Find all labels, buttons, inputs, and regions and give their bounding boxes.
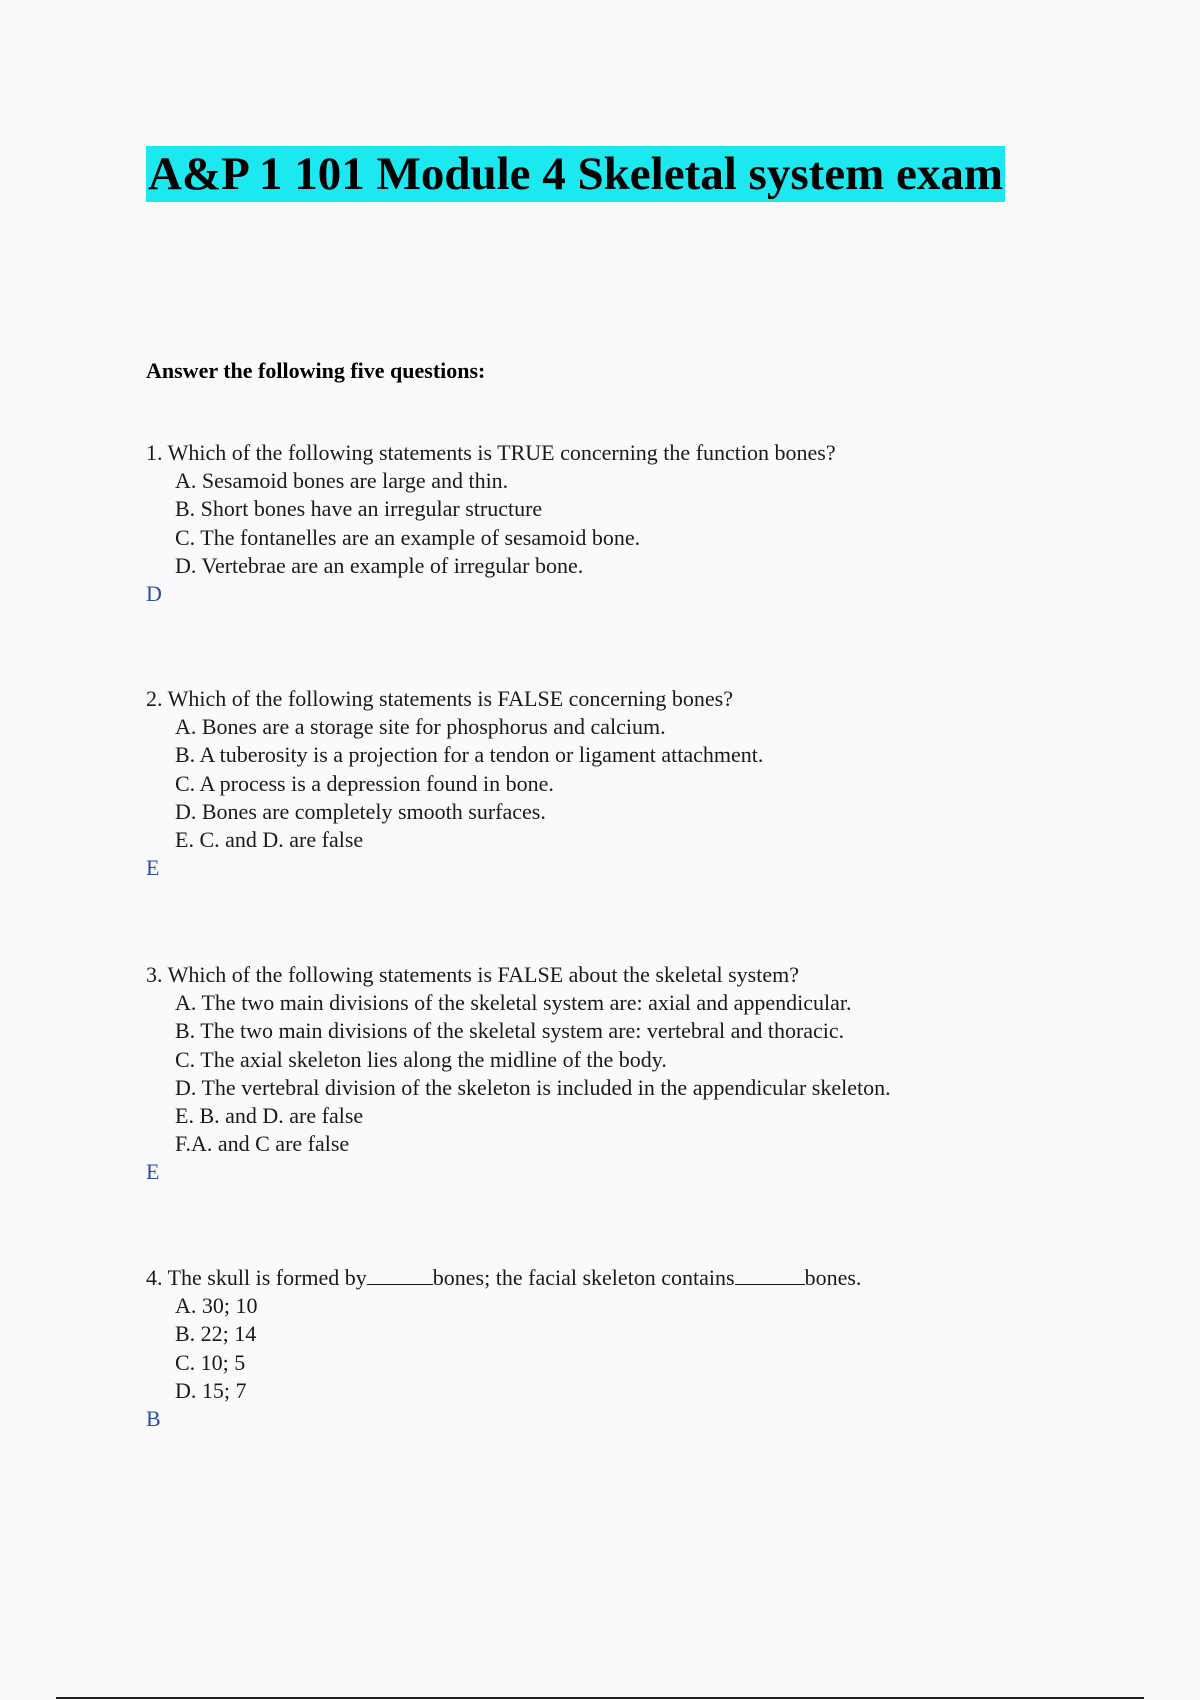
answer: E <box>146 855 160 881</box>
option-b: B. 22; 14 <box>175 1321 257 1347</box>
answer-blank <box>735 1264 805 1285</box>
question-2 <box>146 685 763 882</box>
option-b: B. Short bones have an irregular structure <box>175 496 543 522</box>
answer-blank <box>367 1264 433 1285</box>
title-block <box>146 146 1005 202</box>
option-e: E. C. and D. are false <box>175 827 364 853</box>
question-text: 1. Which of the following statements is TRUE concerning the function bones? <box>146 440 836 465</box>
question-4 <box>146 1264 861 1433</box>
option-d: D. 15; 7 <box>175 1377 247 1403</box>
option-list <box>146 713 763 854</box>
option-c: C. The axial skeleton lies along the midline of the body. <box>175 1046 667 1072</box>
question-text <box>146 1264 861 1292</box>
question-1 <box>146 439 836 608</box>
instructions: Answer the following five questions: <box>146 358 486 383</box>
question-3 <box>146 961 891 1187</box>
option-a: A. Bones are a storage site for phosphorus and calcium. <box>175 714 666 740</box>
answer: D <box>146 581 162 607</box>
option-f: F.A. and C are false <box>175 1131 350 1157</box>
option-b: B. A tuberosity is a projection for a tendon or ligament attachment. <box>175 742 764 768</box>
option-c: C. A process is a depression found in bone. <box>175 770 554 796</box>
option-a: A. 30; 10 <box>175 1293 258 1319</box>
page-title: A&P 1 101 Module 4 Skeletal system exam <box>148 148 1004 200</box>
option-a: A. Sesamoid bones are large and thin. <box>175 468 509 494</box>
answer: B <box>146 1406 161 1432</box>
option-d: D. Bones are completely smooth surfaces. <box>175 798 546 824</box>
footer-divider <box>56 1697 1144 1699</box>
question-text-part-3: bones. <box>804 1265 862 1290</box>
option-a: A. The two main divisions of the skeletal system are: axial and appendicular. <box>175 990 852 1016</box>
option-list <box>146 989 891 1158</box>
option-c: C. The fontanelles are an example of sesamoid bone. <box>175 524 641 550</box>
question-text: 2. Which of the following statements is FALSE concerning bones? <box>146 686 733 711</box>
option-d: D. Vertebrae are an example of irregular bone. <box>175 552 584 578</box>
answer: E <box>146 1159 160 1185</box>
question-text-part-1: 4. The skull is formed by <box>146 1265 367 1290</box>
option-list <box>146 1292 861 1405</box>
option-b: B. The two main divisions of the skeletal system are: vertebral and thoracic. <box>175 1018 845 1044</box>
question-text: 3. Which of the following statements is FALSE about the skeletal system? <box>146 962 799 987</box>
option-list <box>146 467 836 580</box>
option-e: E. B. and D. are false <box>175 1103 364 1129</box>
option-c: C. 10; 5 <box>175 1349 246 1375</box>
question-text-part-2: bones; the facial skeleton contains <box>432 1265 735 1290</box>
option-d: D. The vertebral division of the skeleton is included in the appendicular skeleton. <box>175 1074 891 1100</box>
